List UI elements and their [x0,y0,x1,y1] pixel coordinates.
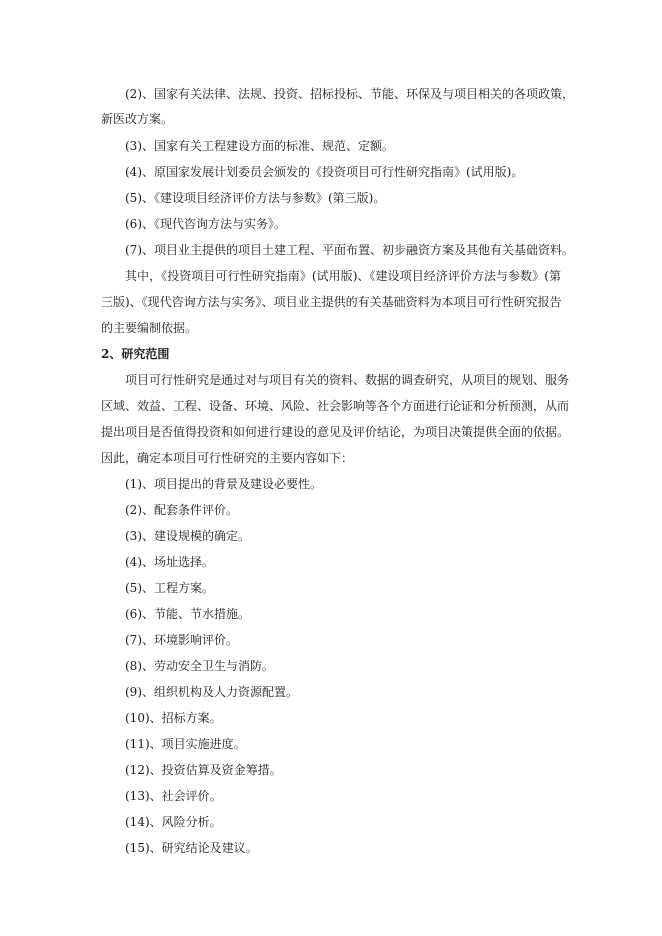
scope-item: (10)、招标方案。 [125,711,222,725]
scope-item: (3)、建设规模的确定。 [125,529,250,543]
basis-summary-line1: 其中，《投资项目可行性研究指南》(试用版)、《建设项目经济评价方法与参数》(第 [125,269,561,283]
scope-item: (7)、环境影响评价。 [125,633,238,647]
basis-item-3: (3)、国家有关工程建设方面的标准、规范、定额。 [125,139,394,153]
scope-intro-line2: 区域、效益、工程、设备、环境、风险、社会影响等各个方面进行论证和分析预测，从而 [101,399,570,413]
scope-item: (12)、投资估算及资金筹措。 [125,763,282,777]
scope-item: (15)、研究结论及建议。 [125,841,258,855]
scope-item: (11)、项目实施进度。 [125,737,246,751]
scope-item: (9)、组织机构及人力资源配置。 [125,685,298,699]
basis-item-2-line1: (2)、国家有关法律、法规、投资、招标投标、节能、环保及与项目相关的各项政策， [125,87,575,101]
scope-item: (5)、工程方案。 [125,581,214,595]
basis-item-2-line2: 新医改方案。 [101,112,174,126]
scope-intro-line4: 因此，确定本项目可行性研究的主要内容如下： [101,451,354,465]
scope-item: (4)、场址选择。 [125,555,214,569]
scope-item: (13)、社会评价。 [125,789,222,803]
basis-item-4: (4)、原国家发展计划委员会颁发的《投资项目可行性研究指南》(试用版)。 [125,165,524,179]
scope-item: (8)、劳动安全卫生与消防。 [125,659,274,673]
basis-summary-line3: 的主要编制依据。 [101,321,198,335]
basis-summary-line2: 三版)、《现代咨询方法与实务》、项目业主提供的有关基础资料为本项目可行性研究报告 [101,295,562,309]
scope-item: (1)、项目提出的背景及建设必要性。 [125,477,322,491]
section-heading: 2、研究范围 [101,347,170,361]
scope-intro-line3: 提出项目是否值得投资和如何进行建设的意见及评价结论，为项目决策提供全面的依据。 [101,425,570,439]
scope-intro-line1: 项目可行性研究是通过对与项目有关的资料、数据的调查研究，从项目的规划、服务 [125,373,570,387]
basis-item-7: (7)、项目业主提供的项目土建工程、平面布置、初步融资方案及其他有关基础资料。 [125,243,575,257]
scope-item: (2)、配套条件评价。 [125,503,238,517]
scope-item: (14)、风险分析。 [125,815,222,829]
scope-item: (6)、节能、节水措施。 [125,607,250,621]
basis-item-5: (5)、《建设项目经济评价方法与参数》(第三版)。 [125,191,386,205]
basis-item-6: (6)、《现代咨询方法与实务》。 [125,217,286,231]
